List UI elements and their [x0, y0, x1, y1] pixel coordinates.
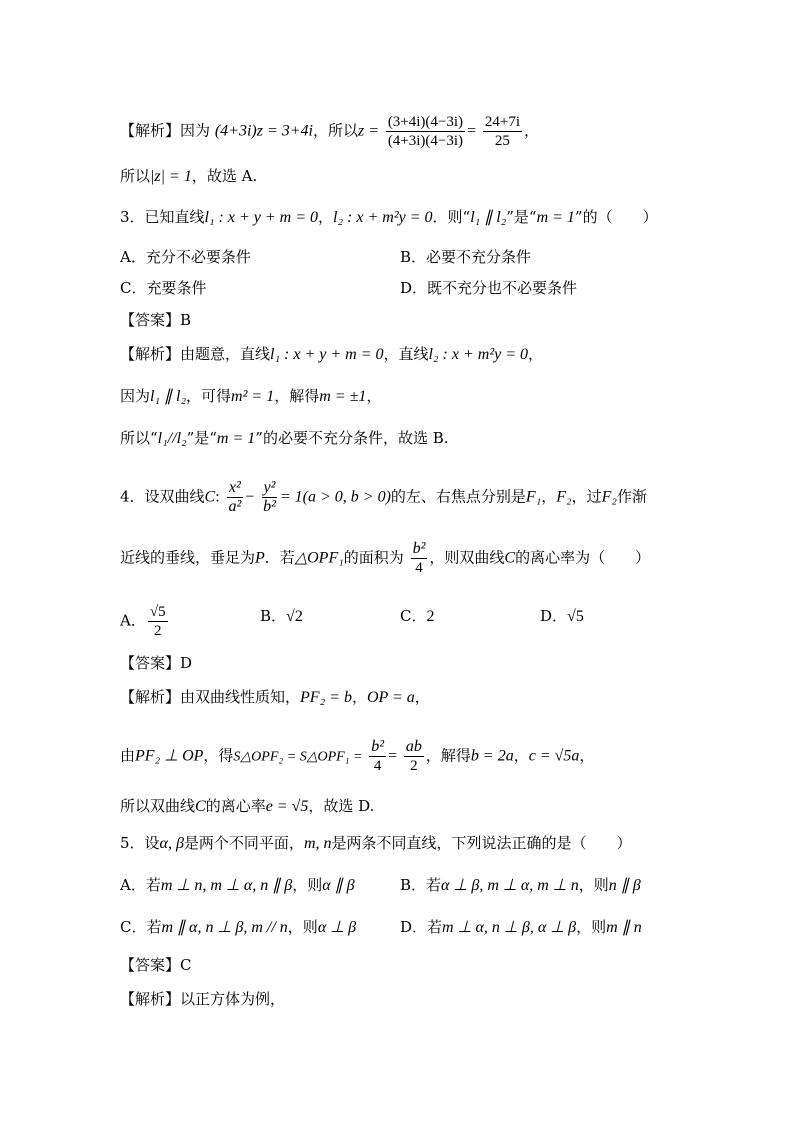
q5-option-a: A．若m ⊥ n, m ⊥ α, n ∥ β，则α ∥ β [120, 876, 355, 894]
analysis-label: 【解析】 [120, 121, 181, 140]
q4-analysis-line2: 由PF₂ ⊥ OP，得S△OPF₂ = S△OPF₁ = $\frac{\text{b²}}{4}$ = $\frac{ab}{2}$ ，解得b = 2a，c = √5a， [120, 738, 595, 774]
math-eq: (4+3i)z = 3+4i [214, 122, 313, 140]
q3-analysis-line2: 因为l₁ ∥ l₂，可得m² = 1，解得m = ±1， [120, 387, 382, 405]
q5-option-b: B．若α ⊥ β, m ⊥ α, m ⊥ n，则n ∥ β [400, 876, 641, 894]
q3-option-a: A．充分不必要条件 [120, 248, 251, 266]
q3-option-b: B．必要不充分条件 [400, 248, 532, 266]
q3-analysis-line1: 【解析】由题意，直线l₁ : x + y + m = 0，直线l₂ : x + m²y = 0， [120, 345, 544, 363]
analysis-label: 【解析】 [120, 345, 181, 363]
analysis-label: 【解析】 [120, 688, 181, 706]
q4-option-d: D．√5 [540, 607, 584, 625]
q3-option-c: C．充要条件 [120, 279, 207, 297]
q4-stem-line1: 4．设双曲线C: $\frac{\text{x²}}{\text{a²}}$ − $\frac{\text{y²}}{\text{b²}}$ = 1(a > 0, b > 0)的左、右焦点分别是F₁，F₂，过F₂作渐 [120, 479, 647, 515]
q4-option-a: A． $\frac{√5}{2}$ [120, 604, 166, 639]
q3-analysis-line3: 所以“l₁//l₂”是“m = 1”的必要不充分条件，故选 B. [120, 429, 449, 447]
q3-answer: 【答案】B [120, 311, 192, 329]
q2-analysis-line1: 【解析】因为 (4+3i)z = 3+4i，所以z = $\frac{(3+4i)(4-3i)}{(4+3i)(4-3i)}$ = $\frac{24+7i}{25}$ ， [120, 114, 540, 149]
analysis-label: 【解析】 [120, 990, 181, 1008]
q4-option-b: B．√2 [260, 607, 303, 625]
fraction: $\frac{(3+4i)(4-3i)}{(4+3i)(4-3i)}$ [387, 114, 464, 149]
q4-option-c: C．2 [400, 607, 435, 625]
q4-analysis-line3: 所以双曲线C的离心率e = √5，故选 D. [120, 797, 375, 815]
answer-label: 【答案】 [120, 654, 181, 672]
q2-analysis-line2: 所以|z| = 1，故选 A. [120, 167, 258, 185]
fraction: $\frac{24+7i}{25}$ [484, 114, 520, 149]
q5-option-c: C．若m ∥ α, n ⊥ β, m // n，则α ⊥ β [120, 918, 357, 936]
q4-stem-line2: 近线的垂线，垂足为P．若△OPF₁的面积为 $\frac{\text{b²}}{4}$ ，则双曲线C的离心率为（ ） [120, 540, 651, 576]
q3-stem: 3．已知直线l₁ : x + y + m = 0，l₂ : x + m²y = 0．则“l₁ ∥ l₂”是“m = 1”的（ ） [120, 208, 658, 226]
q5-option-d: D．若m ⊥ α, n ⊥ β, α ⊥ β，则m ∥ n [400, 918, 642, 936]
answer-label: 【答案】 [120, 311, 181, 329]
q5-stem: 5．设α, β是两个不同平面，m, n是两条不同直线，下列说法正确的是（ ） [120, 834, 632, 852]
q4-analysis-line1: 【解析】由双曲线性质知，PF₂ = b，OP = a， [120, 688, 430, 706]
q3-option-d: D．既不充分也不必要条件 [400, 279, 578, 297]
q5-answer: 【答案】C [120, 956, 192, 974]
answer-label: 【答案】 [120, 956, 181, 974]
q5-analysis-line1: 【解析】以正方体为例， [120, 990, 286, 1008]
q4-answer: 【答案】D [120, 654, 193, 672]
